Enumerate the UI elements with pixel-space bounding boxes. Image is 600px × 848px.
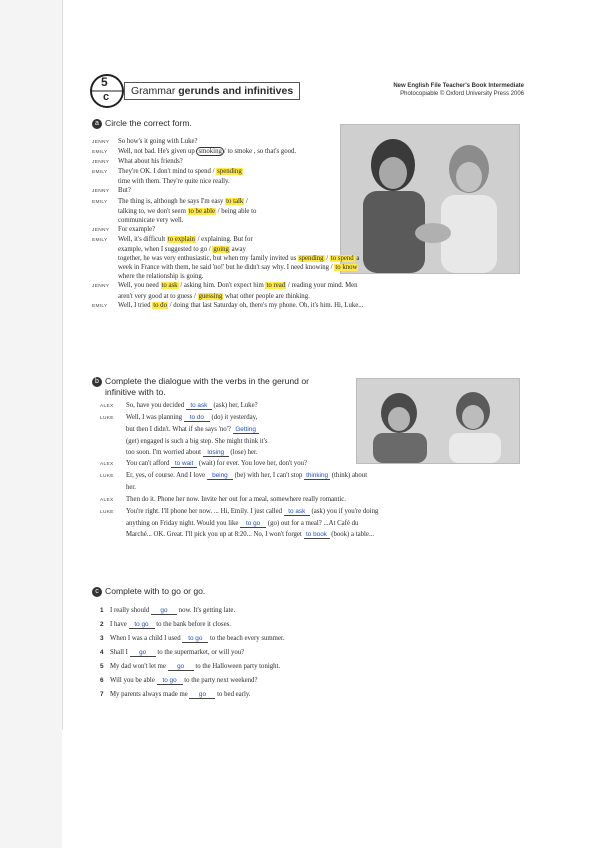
dialogue-b-line: LUKE Well, I was planning to do (do) it yesterday, xyxy=(100,414,258,422)
book-credits xyxy=(368,82,524,98)
dialogue-a-line: EMILY The thing is, although he says I'm easy to talk / xyxy=(92,197,248,205)
dialogue-b-line: ALEX Then do it. Phone her now. Invite her out for a meal, somewhere really romantic. xyxy=(100,495,347,503)
dialogue-a-line: JENNY What about his friends? xyxy=(92,158,183,166)
dialogue-a-line: communicate very well. xyxy=(118,216,184,224)
answer-blank: to go xyxy=(157,677,183,685)
scan-margin-left xyxy=(0,0,62,848)
dialogue-b-line: ALEX You can't afford to wait (wait) for ever. You love her, don't you? xyxy=(100,460,308,468)
answer-blank: losing xyxy=(203,449,229,457)
dialogue-a-line: time with them. They're quite nice really. xyxy=(118,178,230,186)
dialogue-a-line: JENNY Well, you need to ask / asking him. Don't expect him to read / reading your mind. Men xyxy=(92,282,358,290)
answer-blank: to wait xyxy=(171,460,197,468)
dialogue-b-line: LUKE Er, yes, of course. And I love being (be) with her, I can't stop thinking (think) about xyxy=(100,472,368,480)
highlighted-answer: to be able xyxy=(188,207,215,215)
section-a-instruction: Circle the correct form. xyxy=(105,118,192,128)
dialogue-a-line: together, he was very enthusiastic, but when my family invited us spending / to spend a xyxy=(118,255,360,263)
dialogue-b-line: LUKE You're right. I'll phone her now. ... Hi, Emily. I just called to ask (ask) you if you're doing xyxy=(100,507,379,515)
highlighted-answer: to read xyxy=(266,282,286,290)
answer-blank: to go xyxy=(182,635,208,643)
dialogue-a-line: JENNY But? xyxy=(92,187,131,195)
dialogue-a-line: EMILY They're OK. I don't mind to spend / spending xyxy=(92,168,242,176)
dialogue-a xyxy=(92,137,512,311)
answer-blank: go xyxy=(189,691,215,699)
worksheet-title xyxy=(124,82,300,100)
highlighted-answer: to know xyxy=(335,264,358,272)
dialogue-a-line: EMILY Well, not bad. He's given up smoking / to smoke , so that's good. xyxy=(92,148,297,156)
dialogue-b-line: too soon. I'm worried about losing (lose) her. xyxy=(126,448,258,456)
section-c-letter: c xyxy=(92,587,102,597)
highlighted-answer: spending xyxy=(217,168,242,176)
exercise-c-list xyxy=(100,604,500,702)
title-prefix: Grammar xyxy=(131,85,176,97)
list-item: 1 I really should go now. It's getting late. xyxy=(100,607,236,614)
highlighted-answer: to explain xyxy=(167,235,195,243)
answer-blank: to go xyxy=(129,621,155,629)
answer-blank: go xyxy=(151,607,177,615)
list-item: 3 When I was a child I used to go to the beach every summer. xyxy=(100,635,285,642)
highlighted-answer: to talk xyxy=(226,197,244,205)
title-main: gerunds and infinitives xyxy=(178,85,294,97)
section-b-instruction-2: infinitive with to. xyxy=(105,387,166,397)
dialogue-b-line: ALEX So, have you decided to ask (ask) her, Luke? xyxy=(100,402,258,409)
answer-blank: being xyxy=(207,472,233,480)
answer-blank: to book xyxy=(304,531,330,539)
dialogue-b-line: anything on Friday night. Would you like to go (go) out for a meal? ...At Café du xyxy=(126,520,359,528)
dialogue-a-line: talking to, we don't seem to be able / being able to xyxy=(118,207,257,215)
list-item: 6 Will you be able to go to the party next weekend? xyxy=(100,677,258,684)
answer-blank: to go xyxy=(240,520,266,528)
section-a-letter: a xyxy=(92,119,102,129)
list-item: 5 My dad won't let me go to the Halloween party tonight. xyxy=(100,663,281,670)
unit-letter: c xyxy=(103,91,110,103)
section-c-instruction: Complete with to go or go. xyxy=(105,586,206,596)
highlighted-answer: to ask xyxy=(161,282,178,290)
dialogue-a-line: aren't very good at to guess / guessing what other people are thinking. xyxy=(118,292,310,300)
dialogue-a-line: EMILY Well, I tried to do / doing that last Saturday oh, there's my phone. Oh, it's him. Hi, Luke... xyxy=(92,301,364,309)
dialogue-a-line: example, when I suggested to go / going away xyxy=(118,246,246,254)
highlighted-answer: to spend xyxy=(330,255,354,263)
dialogue-b-line: but then I didn't. What if she says 'no'? Getting xyxy=(100,424,520,435)
dialogue-b-line: Marché... OK. Great. I'll pick you up at 8:20... No, I won't forget to book (book) a table... xyxy=(126,531,375,539)
dialogue-b xyxy=(100,400,520,540)
scan-edge xyxy=(62,0,63,730)
copyright-line: Photocopiable © Oxford University Press 2006 xyxy=(400,91,524,97)
highlighted-answer: spending xyxy=(299,255,324,263)
highlighted-answer: to do xyxy=(153,301,167,309)
section-b-letter: b xyxy=(92,377,102,387)
dialogue-a-line: JENNY For example? xyxy=(92,225,156,233)
dialogue-b-line: (get) engaged is such a big step. She might think it's xyxy=(126,437,268,445)
section-b-instruction: Complete the dialogue with the verbs in the gerund or xyxy=(105,376,309,386)
dialogue-a-line: JENNY So how's it going with Luke? xyxy=(92,138,198,145)
dialogue-a-line: where the relationship is going. xyxy=(118,273,204,281)
answer-blank: to ask xyxy=(284,508,310,516)
circled-answer: smoking xyxy=(198,148,222,156)
unit-number: 5 xyxy=(101,75,108,89)
answer-blank: go xyxy=(168,663,194,671)
highlighted-answer: guessing xyxy=(198,292,223,300)
dialogue-a-line: EMILY Well, it's difficult to explain / explaining. But for xyxy=(92,235,253,243)
section-b-heading xyxy=(92,376,352,398)
list-item: 2 I have to go to the bank before it closes. xyxy=(100,621,231,628)
answer-blank: Getting xyxy=(233,426,259,434)
book-line: New English File Teacher's Book Intermediate xyxy=(393,83,524,89)
dialogue-a-line: week in France with them, he said 'no!' but he didn't say why. I need knowing / to know xyxy=(118,264,358,272)
answer-blank: to do xyxy=(184,414,210,422)
answer-blank: to ask xyxy=(186,402,212,410)
section-a-heading xyxy=(92,118,192,129)
highlighted-answer: going xyxy=(213,246,229,254)
section-c-heading xyxy=(92,586,205,597)
dialogue-b-line: her. xyxy=(126,484,137,492)
list-item: 4 Shall I go to the supermarket, or will you? xyxy=(100,649,245,656)
answer-blank: thinking xyxy=(306,472,329,480)
answer-blank: go xyxy=(130,649,156,657)
list-item: 7 My parents always made me go to bed early. xyxy=(100,691,251,698)
